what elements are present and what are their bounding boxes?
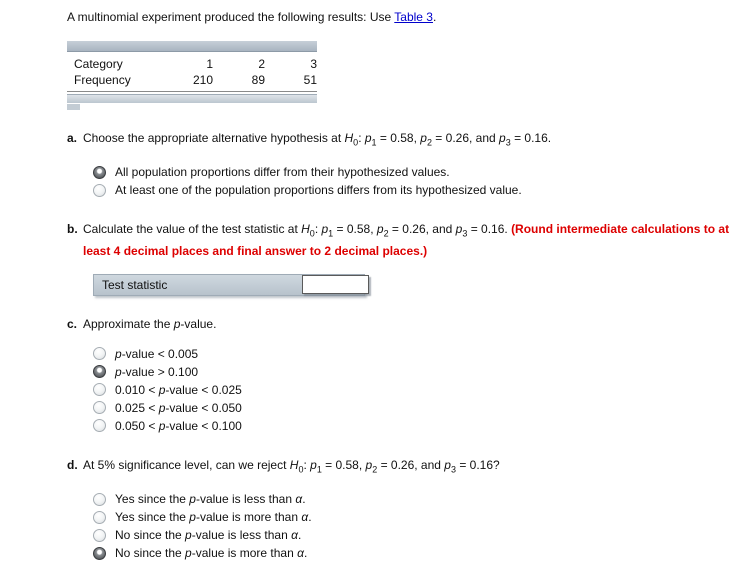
question-b-text-main: Calculate the value of the test statistic at $H_0$: $p_1 = 0.58$, $p_2 = 0.26$, and $p_3 = 0.16$.: [83, 222, 512, 239]
test-statistic-input[interactable]: [302, 275, 369, 294]
radio-option[interactable]: [93, 163, 748, 181]
radio-option[interactable]: [93, 490, 748, 508]
table3-link[interactable]: Table 3: [394, 10, 433, 24]
radio-option[interactable]: [93, 181, 748, 199]
radio-button[interactable]: [93, 383, 106, 396]
intro-suffix: .: [432, 10, 437, 24]
table-body: [67, 52, 317, 92]
radio-option[interactable]: [93, 508, 748, 526]
radio-option[interactable]: [93, 417, 748, 435]
row-label: Frequency: [74, 73, 131, 87]
question-d: [67, 457, 748, 478]
table-corner: [67, 104, 80, 110]
table-cell: 51: [303, 73, 317, 87]
table-row-category: [67, 56, 317, 72]
question-a: [67, 130, 748, 151]
table-bottom-bar: [67, 94, 317, 103]
question-c-options: [93, 345, 748, 435]
table-cell: 1: [206, 57, 213, 71]
table-cell: 89: [251, 73, 265, 87]
question-a-text: Choose the appropriate alternative hypothesis at $H_0$: $p_1 = 0.58$, $p_2 = 0.26$, and $p_3 = 0.16$.: [83, 131, 552, 148]
question-d-text: At 5% significance level, can we reject $H_0$: $p_1 = 0.58$, $p_2 = 0.26$, and $p_3 = 0.16$?: [83, 457, 500, 475]
radio-button[interactable]: [93, 511, 106, 524]
question-a-letter: a.: [67, 131, 78, 145]
option-label: 0.010 < p-value < 0.025: [115, 382, 242, 397]
radio-option[interactable]: [93, 345, 748, 363]
option-label: No since the p-value is less than α.: [115, 528, 302, 543]
intro-text: [67, 10, 748, 25]
question-c: [67, 316, 748, 333]
radio-option[interactable]: [93, 381, 748, 399]
question-c-text: Approximate the p-value.: [83, 316, 217, 331]
table-cell: 3: [310, 57, 317, 71]
table-cell: 210: [192, 73, 213, 87]
radio-option[interactable]: [93, 399, 748, 417]
radio-option[interactable]: [93, 526, 748, 544]
option-label: All population proportions differ from their hypothesized values.: [115, 165, 450, 180]
table-row-frequency: [67, 72, 317, 88]
question-c-letter: c.: [67, 316, 78, 331]
radio-button[interactable]: [93, 365, 106, 378]
question-d-options: [93, 490, 748, 562]
option-label: p-value < 0.005: [115, 346, 199, 361]
test-statistic-bar: [93, 274, 365, 296]
radio-button[interactable]: [93, 347, 106, 360]
results-table: [67, 41, 317, 110]
radio-option[interactable]: [93, 363, 748, 381]
question-d-letter: d.: [67, 457, 78, 472]
question-b: [67, 221, 748, 259]
table-top-bar: [67, 41, 317, 52]
radio-option[interactable]: [93, 544, 748, 562]
radio-button[interactable]: [93, 547, 106, 560]
option-label: p-value > 0.100: [115, 364, 199, 379]
radio-button[interactable]: [93, 184, 106, 197]
question-b-rounding-note: (Round intermediate calculations to at least 4 decimal places and final answer to 2 decimal places.): [83, 222, 730, 258]
question-a-options: [93, 163, 748, 199]
question-b-text: [83, 221, 745, 259]
option-label: Yes since the p-value is more than α.: [115, 510, 312, 525]
test-statistic-label: Test statistic: [102, 277, 168, 292]
option-label: At least one of the population proportions differs from its hypothesized value.: [115, 183, 522, 198]
question-b-letter: b.: [67, 222, 78, 237]
option-label: 0.025 < p-value < 0.050: [115, 400, 242, 415]
radio-button[interactable]: [93, 529, 106, 542]
radio-button[interactable]: [93, 419, 106, 432]
radio-button[interactable]: [93, 493, 106, 506]
option-label: 0.050 < p-value < 0.100: [115, 418, 242, 433]
table-cell: 2: [258, 57, 265, 71]
option-label: Yes since the p-value is less than α.: [115, 492, 306, 507]
option-label: No since the p-value is more than α.: [115, 546, 308, 561]
intro-prefix: A multinomial experiment produced the following results: Use: [67, 10, 395, 24]
radio-button[interactable]: [93, 401, 106, 414]
radio-button[interactable]: [93, 166, 106, 179]
row-label: Category: [74, 57, 123, 71]
